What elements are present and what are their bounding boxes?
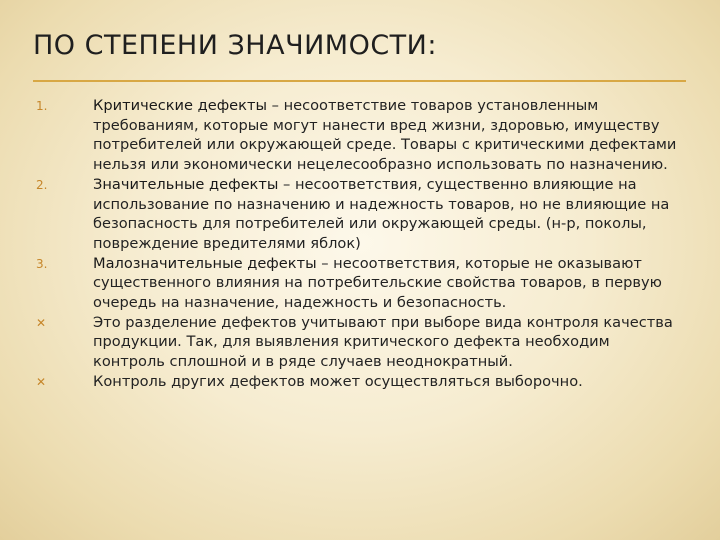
list-number-marker: 3. (36, 256, 48, 271)
list-item-minor-defects (36, 254, 686, 313)
list-number-marker: 1. (36, 99, 48, 113)
term-critical-defects: Критические дефекты (93, 97, 267, 114)
paragraph-text: Контроль других дефектов может осуществляться выборочно. (93, 372, 583, 390)
x-bullet-icon: ✕ (36, 374, 47, 389)
definition-text: – несоответствия, которые не оказывают существенного влияния на потребительские свойства товаров, в первую очередь на назначение, надежность и безопасность. (93, 254, 662, 312)
list-number-marker: 2. (36, 177, 48, 192)
x-bullet-icon: ✕ (36, 315, 47, 330)
term-significant-defects: Значительные дефекты (93, 175, 279, 193)
definition-text: – несоответствия, существенно влияющие на использование по назначению и надежность товаров, но не влияющие на безопасность для потребителей или окружающей среды. (н-р, поколы, повреждение вредителями яблок) (93, 175, 670, 252)
list-item-significant-defects (36, 175, 686, 254)
bullet-list (36, 96, 686, 392)
term-minor-defects: Малозначительные дефекты (93, 254, 317, 272)
slide-title: ПО СТЕПЕНИ ЗНАЧИМОСТИ: (33, 30, 437, 61)
paragraph-text: Это разделение дефектов учитывают при выборе вида контроля качества продукции. Так, для выявления критического дефекта необходим контроль сплошной и в ряде случаев неоднократный. (93, 313, 673, 371)
list-item-selective-control (36, 372, 686, 392)
title-underline (33, 80, 686, 82)
list-item-critical-defects (36, 96, 686, 175)
definition-text: – несоответствие товаров установленным требованиям, которые могут нанести вред жизни, здоровью, имуществу потребителей или окружающей среде. Товары с критическими дефектами нельзя или экономически нецелесообразно использовать по назначению. (93, 97, 677, 174)
list-item-control-note (36, 313, 686, 372)
